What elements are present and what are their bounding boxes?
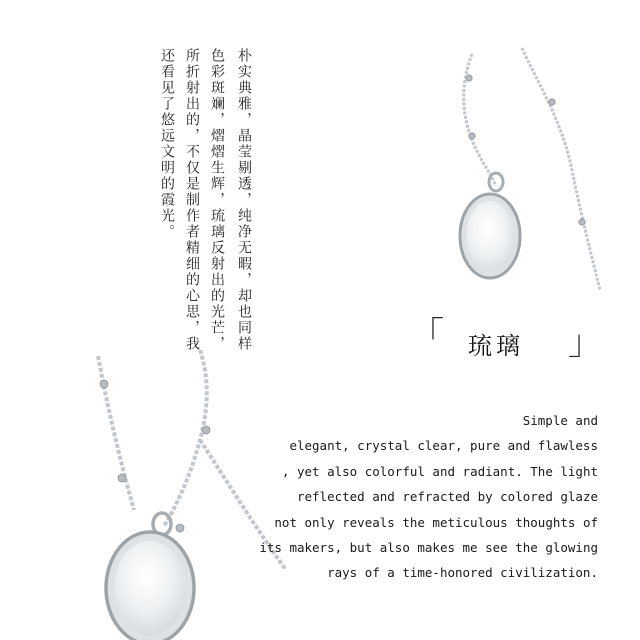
english-line-1: Simple and [522,413,598,428]
english-line-3: , yet also colorful and radiant. The light [281,463,598,479]
page-title: 琉璃 [468,332,524,360]
chinese-column-4: 还看见了悠远文明的霞光。 [159,48,175,240]
bracket-close: 」 [568,323,602,363]
english-description [238,408,598,586]
bracket-open: 「 [410,315,444,355]
chinese-column-3: 所折射出的，不仅是制作者精细的心思，我 [184,48,200,352]
english-line-2: elegant, crystal clear, pure and flawless [289,438,598,454]
english-line-7: rays of a time-honored civilization. [327,565,598,581]
english-line-6: its makers, but also makes me see the glowing [259,540,598,556]
english-line-4: reflected and refracted by colored glaze [296,489,598,505]
chinese-column-2: 色彩斑斓，熠熠生辉，琉璃反射出的光芒， [209,48,225,352]
necklace-small-image [440,40,610,300]
english-line-5: not only reveals the meticulous thoughts of [274,514,598,530]
title-block [410,315,602,363]
chinese-column-1: 朴实典雅，晶莹剔透，纯净无暇，却也同样 [236,48,252,352]
